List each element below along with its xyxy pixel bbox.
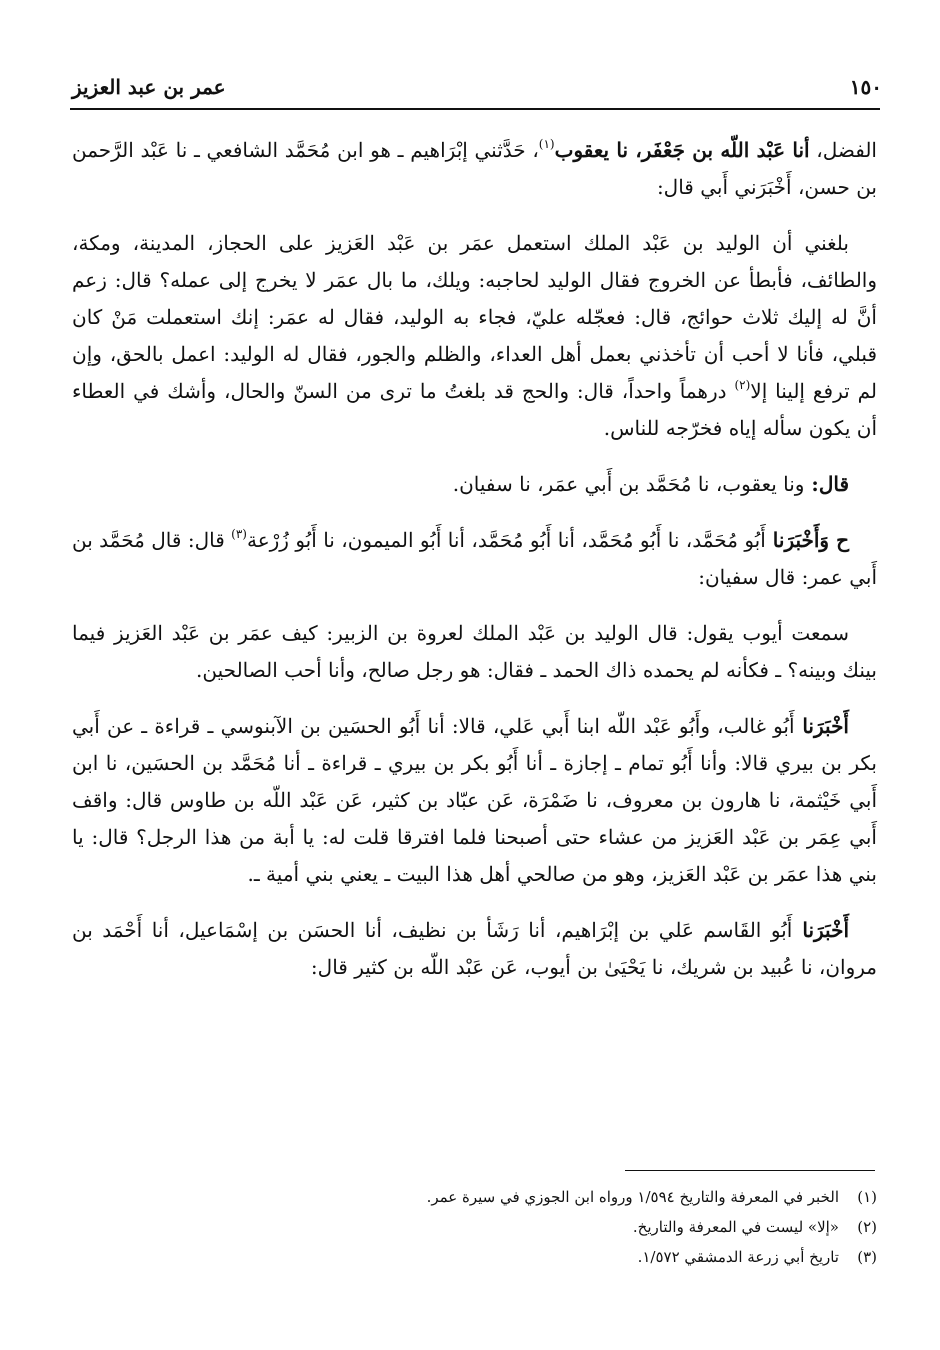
footnote-text: الخبر في المعرفة والتاريخ ١/٥٩٤ ورواه ابن الجوزي في سيرة عمر. [426,1188,839,1206]
footnote-item [72,1182,877,1212]
text-run: أَبُو غالب، وأَبُو عَبْد اللّه ابنا أَبي عَلي، قالا: أنا أَبُو الحسَين بن الآبنوسي ـ قراءة ـ عن أَبي بكر بن بيري قالا: وأنا أَبُو تمام ـ إجازة ـ أنا أَبُو بكر بن بيري ـ قراءة ـ أنا مُحَمَّد بن الحسَين، نا ابن أَبي خَيْثمة، نا هارون بن معروف، نا ضَمْرَة، عَن عبّاد بن كثير، عَن عَبْد اللّه بن طاوس قال: واقف أَبي عِمَر بن عَبْد العَزيز من عشاء حتى أصبحنا فلما افترقا قلت له: يا أبة من هذا الرجل؟ قال: يا بني هذا عمَر بن عَبْد العَزيز، وهو من صالحي أهل هذا البيت ـ يعني بني أمية ـ. [72,714,877,886]
text-run: أَبُو القَاسم عَلي بن إبْرَاهيم، أنا رَشَأ بن نظيف، أنا الحسَن بن إسْمَاعيل، أنا أَحْمَد بن مروان، نا عُبيد بن شريك، نا يَحْيَىٰ بن أيوب، عَن عَبْد اللّه بن كثير قال: [72,918,877,979]
header-rule [70,108,880,110]
footnote-item [72,1242,877,1272]
text-run: سمعت أيوب يقول: قال الوليد بن عَبْد الملك لعروة بن الزبير: كيف عمَر بن عَبْد العَزيز فيما بينك وبينه؟ ـ فكأنه لم يحمده ذاك الحمد ـ فقال: هو رجل صالح، وأنا أحب الصالحين. [72,621,877,682]
text-run: بلغني أن الوليد بن عَبْد الملك استعمل عمَر بن عَبْد العَزيز على الحجاز، المدينة، ومكة، والطائف، فأبطأ عن الخروج فقال الوليد لحاجبه: ويلك، ما بال عمَر لا يخرج إلى عمله؟ قال: زعم أنَّ له إليك ثلاث حوائج، قال: فعجّله عليّ، فجاء به الوليد، فقال له عمَر: إنك استعملت مَنْ كان قبلي، فأنا لا أحب أن تأخذني بعمل أهل العداء، والظلم والجور، فقال له الوليد: اعمل بالحق، وإن لم ترفع إلينا إلا [72,231,877,403]
footnote-number: (١) [857,1188,877,1206]
footnote-rule [625,1170,875,1171]
text-run: قال: قال مُحَمَّد بن أَبي عمر: قال سفيان: [72,528,877,589]
footnote-text: تاريخ أبي زرعة الدمشقي ١/٥٧٢. [637,1248,839,1266]
main-text [72,132,877,1005]
footnotes [72,1182,877,1272]
bold-text: أنا عَبْد اللّه بن جَعْفَر، نا يعقوب [554,138,810,162]
paragraph [72,466,877,503]
text-run: ، حَدَّثني إبْرَاهيم ـ هو ابن مُحَمَّد الشافعي ـ نا عَبْد الرَّحمن بن حسن، أَخْبَرَني أَبي قال: [72,138,877,199]
paragraph [72,132,877,206]
bold-text: ح وَأَخْبَرَنا [765,528,849,552]
paragraph [72,912,877,986]
bold-text: أَخْبَرَنا [794,714,849,738]
paragraph [72,708,877,893]
page-number: ١٥٠ [849,75,882,99]
bold-text: قال: [804,472,849,496]
text-run: ونا يعقوب، نا مُحَمَّد بن أَبي عمَر، نا سفيان. [452,472,805,496]
paragraph [72,225,877,447]
footnote-number: (٢) [857,1218,877,1236]
page-header [72,70,882,104]
text-run: درهماً واحداً، قال: والحج قد بلغتُ ما ترى من السنّ والحال، وأشك في العطاء أن يكون سأله إياه فخرّجه للناس. [72,379,877,440]
text-run: الفضل، [809,138,877,162]
footnote-item [72,1212,877,1242]
footnote-number: (٣) [857,1248,877,1266]
footnote-marker: (٣) [231,527,247,541]
bold-text: أَخْبَرَنا [792,918,850,942]
footnote-marker: (١) [538,137,555,151]
text-run: أَبُو مُحَمَّد، نا أَبُو مُحَمَّد، أنا أَبُو مُحَمَّد، أنا أَبُو الميمون، نا أَبُو زُرْعة [246,528,766,552]
footnote-marker: (٢) [734,378,751,392]
footnote-text: «إلا» ليست في المعرفة والتاريخ. [632,1218,839,1236]
paragraph [72,615,877,689]
paragraph [72,522,877,596]
running-title: عمر بن عبد العزيز [72,75,226,99]
